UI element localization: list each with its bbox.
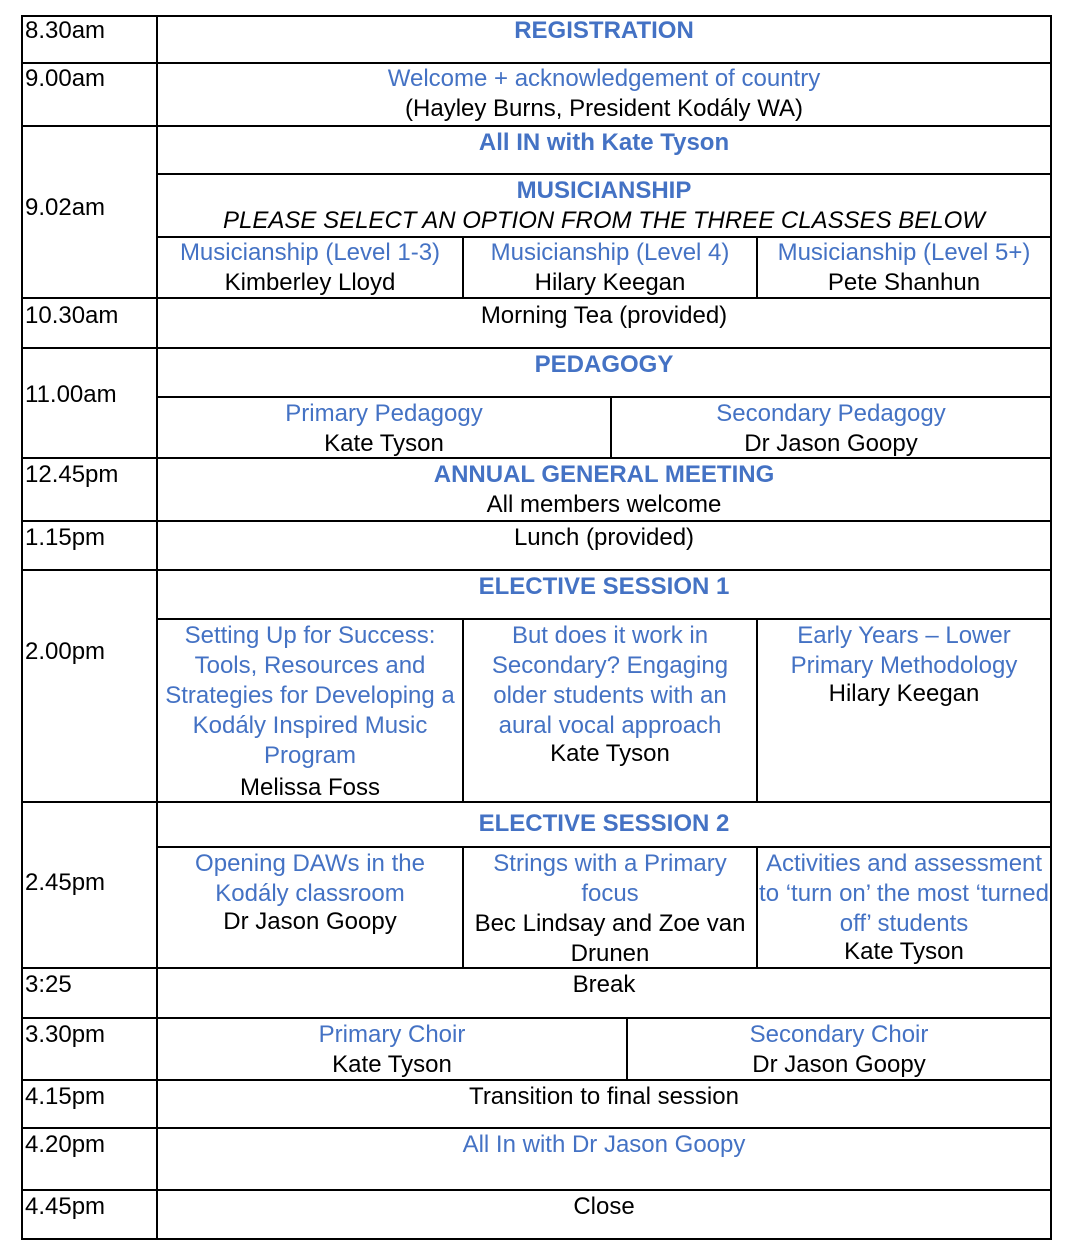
- time-cell: 10.30am: [25, 302, 119, 329]
- option-title: Primary Pedagogy: [285, 400, 483, 427]
- time-cell: 2.00pm: [25, 638, 106, 665]
- section-heading: MUSICIANSHIP: [516, 177, 692, 204]
- option-presenter: Kimberley Lloyd: [224, 269, 396, 296]
- session-title: REGISTRATION: [514, 17, 694, 44]
- option-title: Early Years – Lower Primary Methodology: [790, 622, 1018, 679]
- time-cell: 11.00am: [25, 381, 117, 408]
- time-cell: 4.15pm: [25, 1083, 106, 1110]
- option-title: Musicianship (Level 5+): [777, 239, 1031, 266]
- option-presenter: Dr Jason Goopy: [744, 430, 918, 457]
- session-title: All In with Dr Jason Goopy: [462, 1131, 746, 1158]
- section-heading: ELECTIVE SESSION 2: [478, 810, 730, 837]
- session-title: Morning Tea (provided): [480, 302, 728, 329]
- session-title: ANNUAL GENERAL MEETING: [433, 461, 775, 488]
- option-presenter: Kate Tyson: [550, 740, 670, 767]
- time-cell: 9.00am: [25, 65, 106, 92]
- option-presenter: Pete Shanhun: [827, 269, 981, 296]
- time-cell: 3:25: [25, 971, 72, 998]
- option-presenter: Hilary Keegan: [534, 269, 686, 296]
- time-cell: 8.30am: [25, 17, 106, 44]
- time-cell: 2.45pm: [25, 869, 106, 896]
- option-presenter: Hilary Keegan: [828, 680, 980, 707]
- option-presenter: Kate Tyson: [844, 938, 964, 965]
- section-heading: ELECTIVE SESSION 1: [478, 573, 730, 600]
- option-title: Musicianship (Level 4): [490, 239, 730, 266]
- session-title: All IN with Kate Tyson: [478, 129, 730, 156]
- option-title: But does it work in Secondary? Engaging older students with an aural vocal approach: [491, 622, 729, 739]
- option-title: Strings with a Primary focus: [493, 850, 727, 907]
- section-heading: PEDAGOGY: [534, 351, 674, 378]
- session-subtitle: All members welcome: [486, 491, 722, 518]
- option-presenter: Melissa Foss: [239, 774, 381, 801]
- option-title: Secondary Choir: [749, 1021, 929, 1048]
- session-subtitle: (Hayley Burns, President Kodály WA): [405, 95, 803, 122]
- session-title: Break: [572, 971, 636, 998]
- time-cell: 12.45pm: [25, 461, 119, 488]
- option-presenter: Bec Lindsay and Zoe van Drunen: [474, 910, 746, 967]
- option-presenter: Dr Jason Goopy: [223, 908, 397, 935]
- session-title: Welcome + acknowledgement of country: [387, 65, 821, 92]
- option-title: Secondary Pedagogy: [716, 400, 946, 427]
- option-title: Activities and assessment to ‘turn on’ the most ‘turned off’ students: [759, 850, 1049, 937]
- session-title: Lunch (provided): [513, 524, 695, 551]
- session-title: Transition to final session: [469, 1083, 739, 1110]
- option-presenter: Kate Tyson: [332, 1051, 452, 1078]
- time-cell: 1.15pm: [25, 524, 106, 551]
- option-title: Musicianship (Level 1-3): [179, 239, 441, 266]
- time-cell: 4.20pm: [25, 1131, 106, 1158]
- session-title: Close: [573, 1193, 635, 1220]
- option-presenter: Dr Jason Goopy: [752, 1051, 926, 1078]
- selection-note: PLEASE SELECT AN OPTION FROM THE THREE CLASSES BELOW: [223, 207, 985, 234]
- option-title: Primary Choir: [318, 1021, 466, 1048]
- option-presenter: Kate Tyson: [324, 430, 444, 457]
- time-cell: 3.30pm: [25, 1021, 106, 1048]
- option-title: Opening DAWs in the Kodály classroom: [195, 850, 425, 907]
- time-cell: 9.02am: [25, 194, 106, 221]
- option-title: Setting Up for Success: Tools, Resources and Strategies for Developing a Kodály Inspired Music Program: [165, 622, 455, 769]
- time-cell: 4.45pm: [25, 1193, 106, 1220]
